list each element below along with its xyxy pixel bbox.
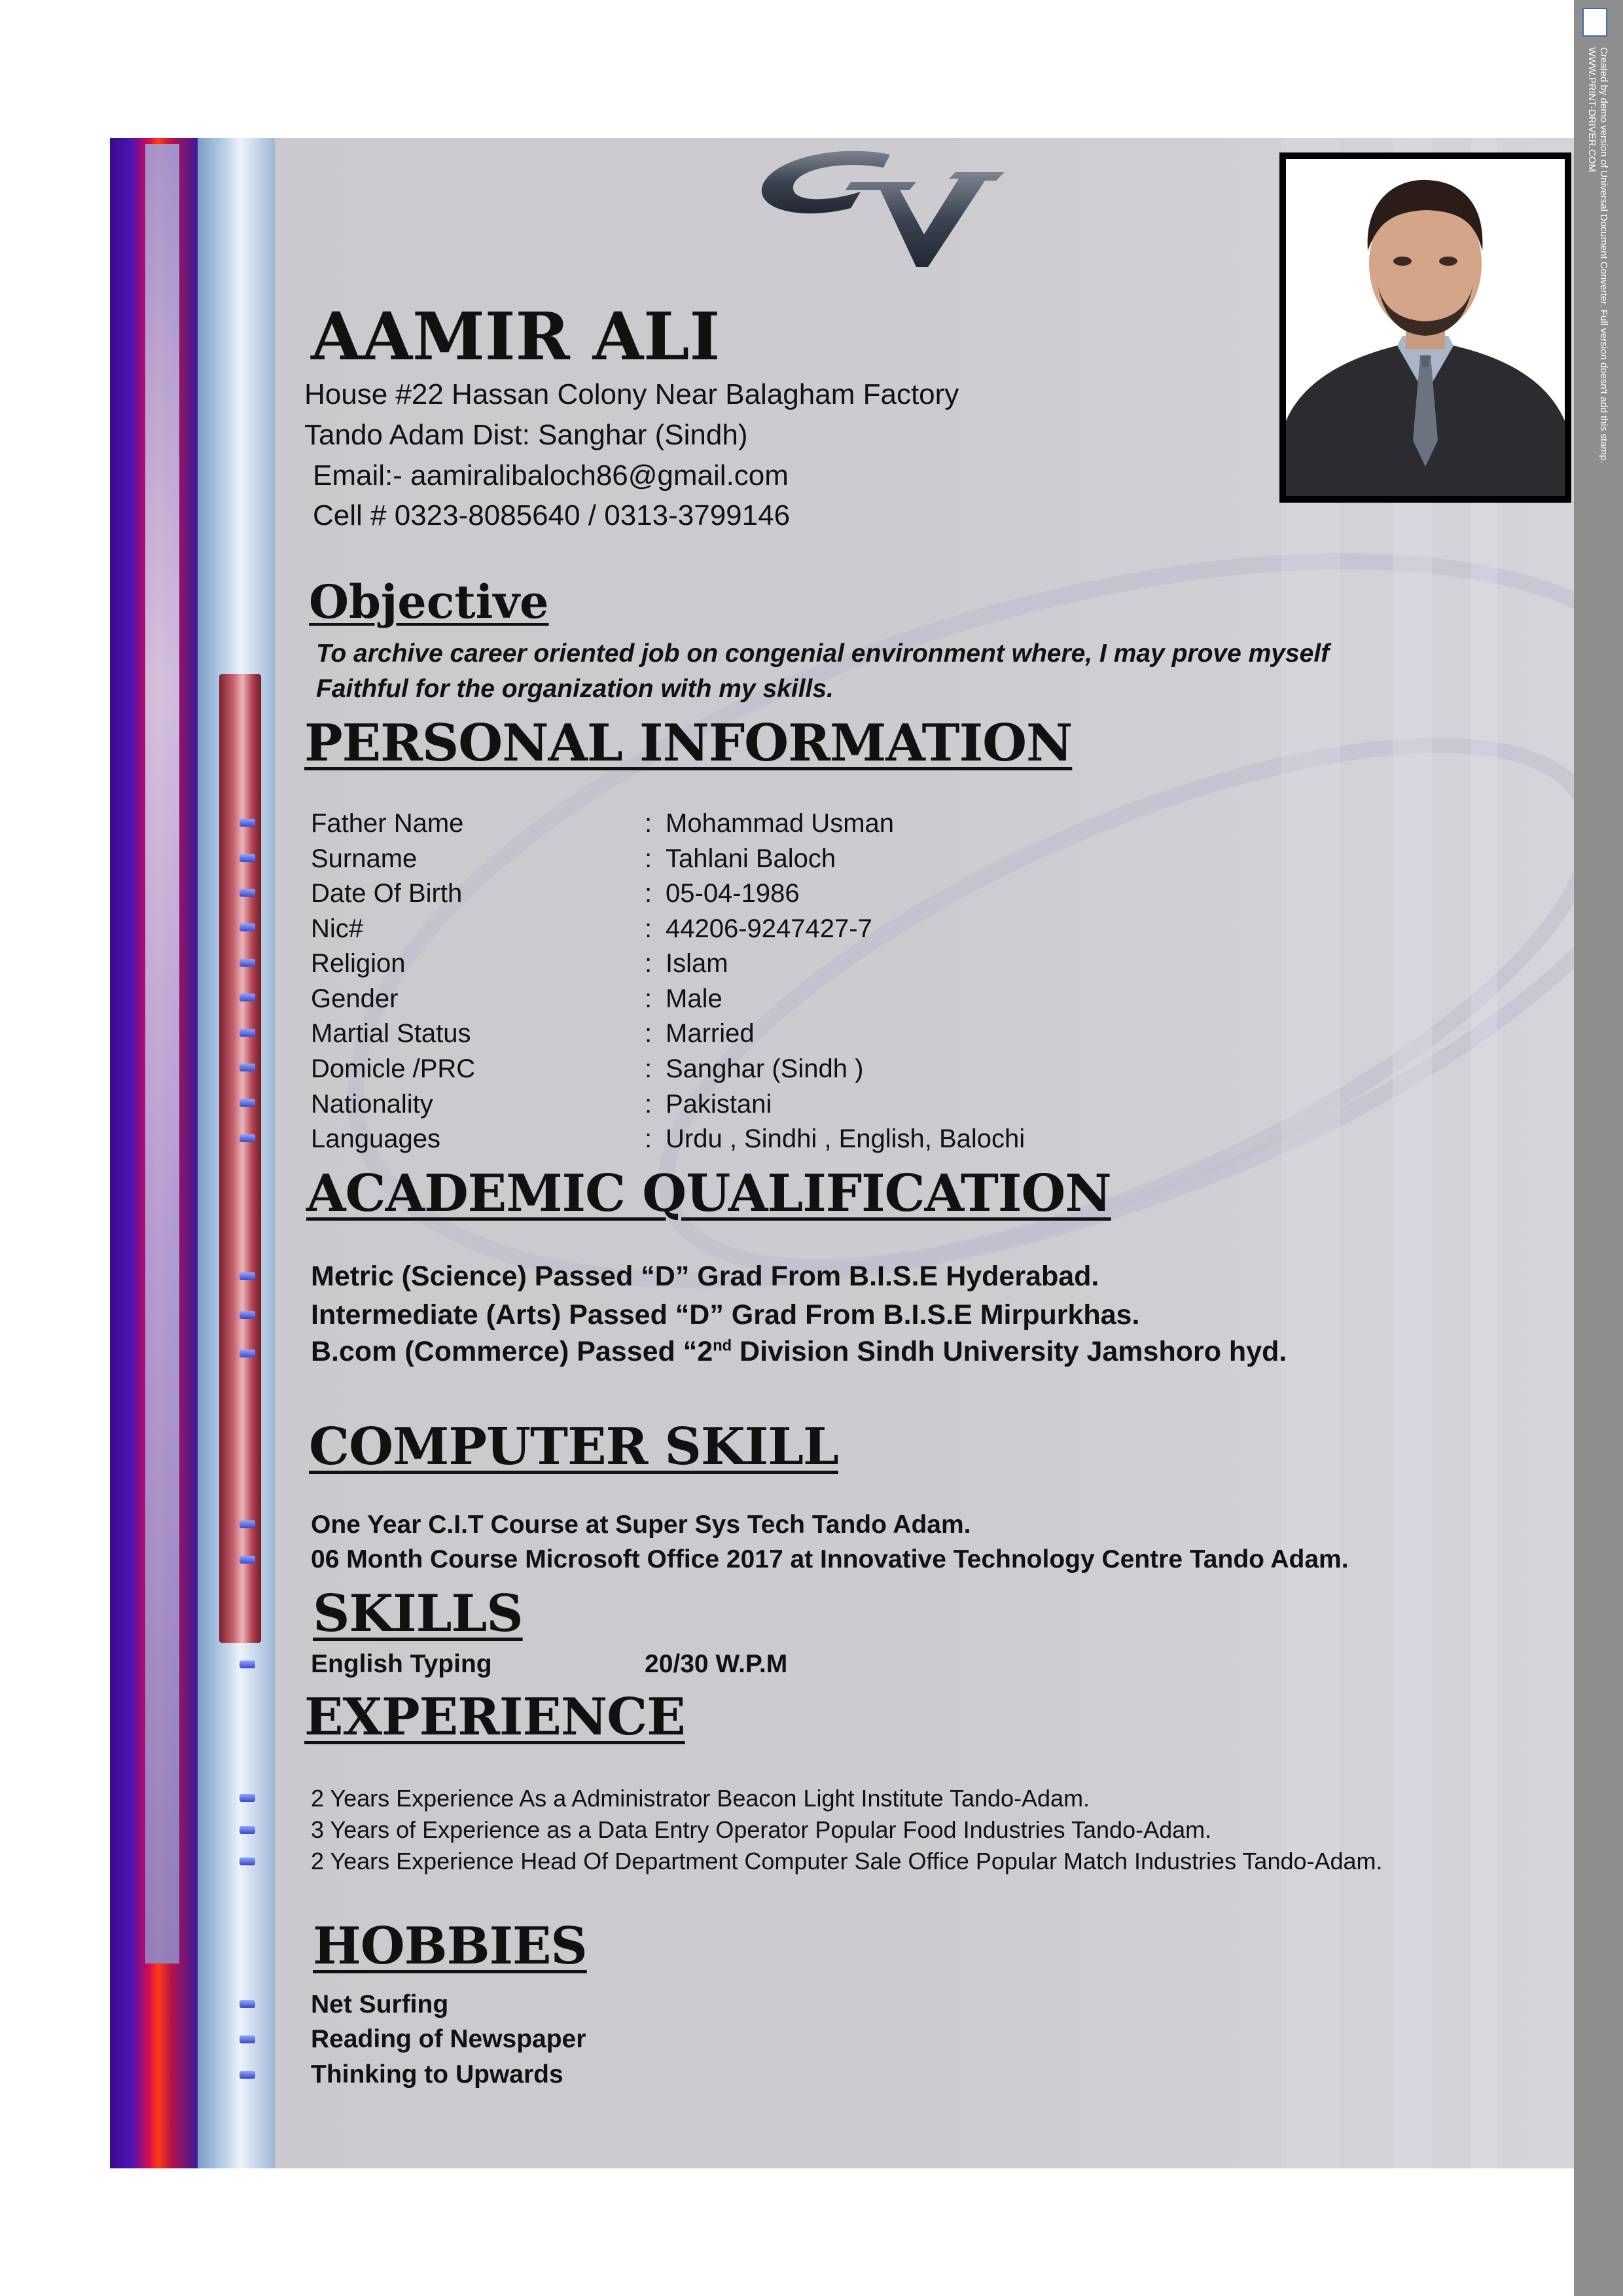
bullet-icon (240, 1272, 255, 1280)
objective-heading: Objective (309, 575, 549, 629)
info-colon: : (645, 809, 652, 838)
computer-skill-heading: COMPUTER SKILL (309, 1417, 838, 1477)
hobby-item: Net Surfing (311, 1990, 449, 2018)
bullet-icon (240, 1794, 255, 1802)
bullet-icon (240, 854, 255, 862)
experience-line-3: 2 Years Experience Head Of Department Computer Sale Office Popular Match Industries Tando-Adam. (311, 1848, 1383, 1874)
info-label: Gender (311, 984, 399, 1013)
academic-line-2: Intermediate (Arts) Passed “D” Grad From B.I.S.E Mirpurkhas. (311, 1299, 1140, 1331)
address-line-2: Tando Adam Dist: Sanghar (Sindh) (304, 419, 748, 451)
converter-stamp-text (1586, 47, 1609, 58)
bullet-icon (240, 1099, 255, 1107)
academic-line-3-end: Division Sindh University Jamshoro hyd. (732, 1336, 1287, 1367)
computer-skill-line-2: 06 Month Course Microsoft Office 2017 at Innovative Technology Centre Tando Adam. (311, 1545, 1349, 1573)
personal-info-heading: PERSONAL INFORMATION (304, 713, 1073, 773)
skill-label: English Typing (311, 1650, 492, 1678)
bullet-icon (240, 2071, 255, 2079)
hobby-item: Reading of Newspaper (311, 2025, 586, 2053)
bullet-icon (240, 924, 255, 931)
cv-logo (753, 143, 1008, 274)
info-label: Nationality (311, 1090, 433, 1119)
info-label: Religion (311, 949, 406, 978)
bullet-icon (240, 1556, 255, 1564)
skills-heading: SKILLS (313, 1584, 523, 1643)
bullet-icon (240, 889, 255, 897)
profile-photo-frame (1279, 152, 1571, 503)
info-colon: : (645, 879, 652, 908)
info-value: 44206-9247427-7 (666, 914, 872, 943)
info-colon: : (645, 1054, 652, 1083)
converter-logo-icon (1582, 8, 1607, 37)
info-value: Mohammad Usman (666, 809, 895, 838)
info-label: Surname (311, 844, 418, 873)
cell-text: Cell # 0323-8085640 / 0313-3799146 (313, 499, 791, 531)
info-colon: : (645, 984, 652, 1013)
bullet-icon (240, 1311, 255, 1319)
left-decorative-highlight (145, 144, 179, 1964)
academic-heading: ACADEMIC QUALIFICATION (306, 1164, 1111, 1223)
bullet-icon (240, 1826, 255, 1834)
info-value: Sanghar (Sindh ) (666, 1054, 864, 1083)
skill-value: 20/30 W.P.M (645, 1650, 788, 1678)
bullet-icon (240, 1857, 255, 1865)
bullet-icon (240, 819, 255, 827)
info-label: Martial Status (311, 1019, 471, 1048)
bullet-icon (240, 1064, 255, 1071)
hobby-item: Thinking to Upwards (311, 2060, 563, 2089)
computer-skill-line-1: One Year C.I.T Course at Super Sys Tech Tando Adam. (311, 1511, 971, 1539)
person-silhouette-icon (1286, 159, 1565, 496)
info-colon: : (645, 1090, 652, 1119)
info-colon: : (645, 914, 652, 943)
academic-line-3 (311, 1336, 1287, 1368)
profile-photo (1286, 159, 1565, 496)
info-colon: : (645, 844, 652, 873)
info-label: Domicle /PRC (311, 1054, 476, 1083)
info-value: Tahlani Baloch (666, 844, 836, 873)
experience-heading: EXPERIENCE (304, 1687, 685, 1747)
info-value: Married (666, 1019, 755, 1048)
objective-line-2: Faithful for the organization with my skills. (316, 675, 834, 703)
experience-line-2: 3 Years of Experience as a Data Entry Operator Popular Food Industries Tando-Adam. (311, 1816, 1212, 1843)
bullet-icon (240, 994, 255, 1001)
bullet-icon (240, 2036, 255, 2043)
info-label: Father Name (311, 809, 464, 838)
candidate-name: AAMIR ALI (311, 298, 721, 375)
info-colon: : (645, 1124, 652, 1153)
bullet-icon (240, 1520, 255, 1528)
info-label: Nic# (311, 914, 364, 943)
info-value: Urdu , Sindhi , English, Balochi (666, 1124, 1026, 1153)
hobbies-heading: HOBBIES (313, 1916, 587, 1976)
info-value: Islam (666, 949, 728, 978)
info-label: Date Of Birth (311, 879, 463, 908)
bullet-icon (240, 2000, 255, 2008)
academic-line-1: Metric (Science) Passed “D” Grad From B.I.S.E Hyderabad. (311, 1261, 1099, 1292)
experience-line-1: 2 Years Experience As a Administrator Beacon Light Institute Tando-Adam. (311, 1785, 1090, 1812)
bullet-icon (240, 959, 255, 967)
bullet-icon (240, 1350, 255, 1357)
info-label: Languages (311, 1124, 440, 1153)
address-line-1: House #22 Hassan Colony Near Balagham Factory (304, 378, 959, 410)
bullet-icon (240, 1134, 255, 1142)
stamp-line-2 (1586, 47, 1597, 58)
bullet-icon (240, 1029, 255, 1037)
info-value: Male (666, 984, 722, 1013)
info-value: 05-04-1986 (666, 879, 800, 908)
academic-line-3-start: B.com (Commerce) Passed “2 (311, 1336, 713, 1367)
academic-line-3-sup: nd (713, 1337, 732, 1355)
email-text: Email:- aamiralibaloch86@gmail.com (313, 459, 789, 492)
bullet-icon (240, 1660, 255, 1668)
stamp-line-1 (1598, 47, 1609, 58)
info-value: Pakistani (666, 1090, 772, 1119)
objective-line-1: To archive career oriented job on congenial environment where, I may prove myself (316, 639, 1330, 668)
info-colon: : (645, 949, 652, 978)
info-colon: : (645, 1019, 652, 1048)
